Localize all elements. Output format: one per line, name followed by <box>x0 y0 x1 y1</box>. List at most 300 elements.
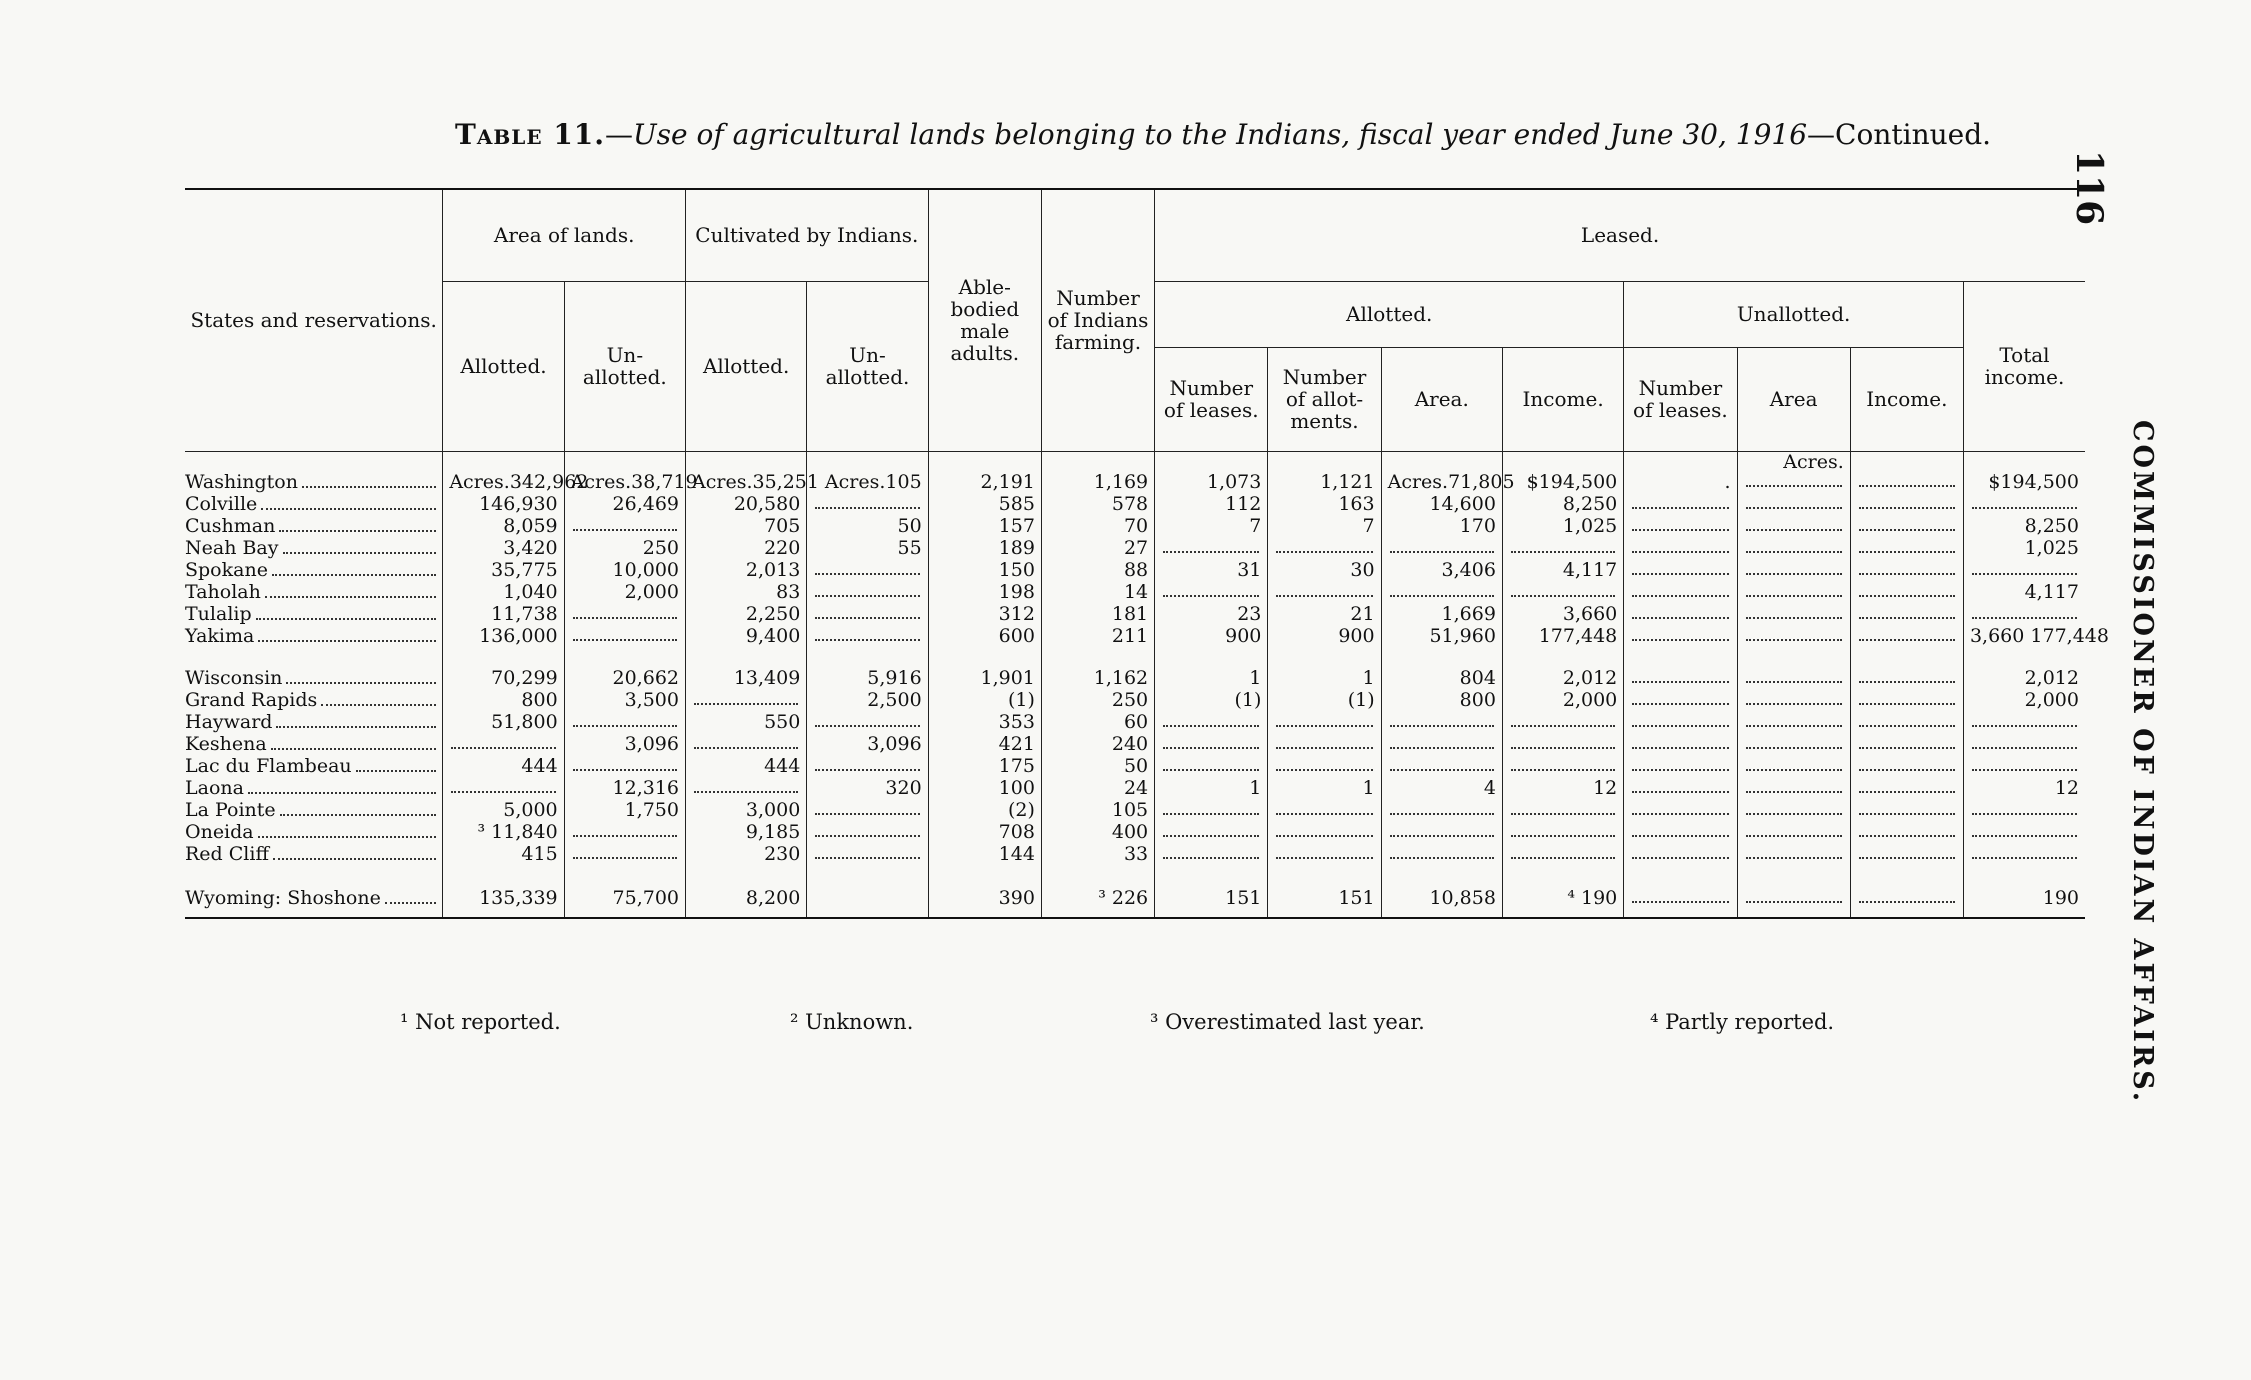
cell-u-area <box>1737 733 1850 755</box>
cell-value: 31 <box>1237 558 1262 581</box>
cell-area-unallotted <box>564 711 685 733</box>
blank-dots <box>1859 539 1955 553</box>
cell-income <box>1502 733 1623 755</box>
blank-dots <box>1511 713 1615 727</box>
blank-dots <box>815 845 919 859</box>
table-row <box>185 689 2085 711</box>
cell-farming <box>1041 537 1154 559</box>
cell-income <box>1502 559 1623 581</box>
cell-u-area <box>1737 799 1850 821</box>
blank-dots <box>1390 823 1494 837</box>
cell-area-allotted <box>443 777 564 799</box>
row-name <box>185 711 443 733</box>
cell-u-leases <box>1624 755 1737 777</box>
blank-dots <box>573 517 677 531</box>
cell-area-allotted <box>443 581 564 603</box>
cell-able <box>928 865 1041 918</box>
cell-cult-allotted <box>686 755 807 777</box>
cell-income <box>1502 493 1623 515</box>
blank-dots <box>1632 713 1728 727</box>
blank-dots <box>1972 495 2077 509</box>
blank-dots <box>1972 823 2077 837</box>
blank-dots <box>1859 517 1955 531</box>
cell-area <box>1381 711 1502 733</box>
cell-value: 14,600 <box>1429 492 1496 515</box>
header-unall-number-of-leases: Number of leases. <box>1624 347 1737 451</box>
blank-dots <box>694 691 798 705</box>
cell-area-allotted <box>443 559 564 581</box>
cell-area <box>1381 689 1502 711</box>
cell-value: 800 <box>521 688 558 711</box>
cell-u-area <box>1737 711 1850 733</box>
cell-value: 2,000 <box>2024 688 2079 711</box>
blank-dots <box>1632 757 1728 771</box>
blank-dots <box>1511 583 1615 597</box>
cell-value: 175 <box>998 754 1035 777</box>
cell-value: 135,339 <box>479 886 558 909</box>
cell-area-unallotted <box>564 777 685 799</box>
cell-leases <box>1155 451 1268 493</box>
cell-value: 2,000 <box>624 580 679 603</box>
cell-area-allotted <box>443 493 564 515</box>
cell-value: 112 <box>1225 492 1262 515</box>
cell-income <box>1502 799 1623 821</box>
cell-farming <box>1041 843 1154 865</box>
leader-dots <box>279 530 436 532</box>
cell-u-income <box>1850 711 1963 733</box>
cell-allotments <box>1268 711 1381 733</box>
cell-value: 5,000 <box>503 798 558 821</box>
cell-leases <box>1155 515 1268 537</box>
row-name-label: Spokane <box>185 558 268 581</box>
blank-dots <box>451 779 555 793</box>
cell-u-area <box>1737 493 1850 515</box>
leader-dots <box>258 640 436 642</box>
cell-total <box>1963 647 2085 689</box>
cell-cult-allotted <box>686 821 807 843</box>
cell-u-income <box>1850 821 1963 843</box>
header-income: Income. <box>1502 347 1623 451</box>
header-cultivated: Cultivated by Indians. <box>686 189 929 281</box>
blank-dots <box>1276 583 1372 597</box>
unit-label: Acres. <box>1387 470 1449 493</box>
blank-dots <box>1276 801 1372 815</box>
cell-income <box>1502 821 1623 843</box>
cell-allotments <box>1268 865 1381 918</box>
cell-u-area <box>1737 537 1850 559</box>
cell-area-unallotted <box>564 733 685 755</box>
cell-allotments <box>1268 581 1381 603</box>
cell-u-area <box>1737 755 1850 777</box>
table-row <box>185 537 2085 559</box>
row-name <box>185 493 443 515</box>
header-area-allotted: Allotted. <box>443 281 564 451</box>
cell-value: 50 <box>1123 754 1149 777</box>
cell-leases <box>1155 537 1268 559</box>
cell-cult-allotted <box>686 711 807 733</box>
cell-value: 100 <box>998 776 1035 799</box>
blank-dots <box>1859 669 1955 683</box>
cell-area <box>1381 821 1502 843</box>
row-name-label: Oneida <box>185 820 254 843</box>
cell-area-unallotted <box>564 843 685 865</box>
blank-dots <box>1632 669 1728 683</box>
cell-value: 1,025 <box>2024 536 2079 559</box>
cell-cult-unallotted <box>807 799 928 821</box>
cell-value: $194,500 <box>1988 470 2079 493</box>
blank-dots <box>1746 605 1842 619</box>
header-cult-unallotted: Un-allotted. <box>807 281 928 451</box>
cell-able <box>928 647 1041 689</box>
cell-allotments <box>1268 625 1381 647</box>
cell-farming <box>1041 515 1154 537</box>
footnote-1: ¹ Not reported. <box>400 1010 561 1034</box>
blank-dots <box>1632 627 1728 641</box>
blank-dots <box>1859 735 1955 749</box>
cell-area-unallotted <box>564 865 685 918</box>
header-number-of-leases: Number of leases. <box>1155 347 1268 451</box>
cell-farming <box>1041 581 1154 603</box>
cell-value: 21 <box>1350 602 1375 625</box>
cell-cult-allotted <box>686 625 807 647</box>
cell-cult-unallotted <box>807 603 928 625</box>
cell-cult-allotted <box>686 647 807 689</box>
cell-area <box>1381 451 1515 493</box>
blank-dots <box>815 801 919 815</box>
cell-allotments <box>1268 799 1381 821</box>
footnote-3: ³ Overestimated last year. <box>1150 1010 1425 1034</box>
cell-leases <box>1155 581 1268 603</box>
cell-value: 35,775 <box>491 558 558 581</box>
cell-value: 35,251 <box>752 470 819 493</box>
blank-dots <box>815 495 919 509</box>
cell-farming <box>1041 865 1154 918</box>
cell-value: . <box>1724 470 1731 493</box>
state-row <box>185 647 2085 689</box>
row-name-label: Wyoming: Shoshone <box>185 886 381 909</box>
cell-value: 14 <box>1123 580 1149 603</box>
row-name-label: Taholah <box>185 580 261 603</box>
blank-dots <box>1632 517 1728 531</box>
cell-value: 12 <box>2054 776 2079 799</box>
unit-label: Acres. <box>449 470 510 493</box>
cell-value: 11,738 <box>491 602 558 625</box>
table-row <box>185 733 2085 755</box>
blank-dots <box>1859 845 1955 859</box>
cell-allotments <box>1268 777 1381 799</box>
cell-value: 181 <box>1111 602 1149 625</box>
cell-u-leases <box>1624 689 1737 711</box>
cell-cult-allotted <box>686 733 807 755</box>
header-leased-unallotted: Unallotted. <box>1624 281 1964 347</box>
leader-dots <box>265 596 436 598</box>
blank-dots <box>1163 539 1259 553</box>
row-name <box>185 559 443 581</box>
cell-area <box>1381 777 1502 799</box>
cell-u-income <box>1850 777 1963 799</box>
cell-cult-allotted <box>686 865 807 918</box>
table-row <box>185 711 2085 733</box>
cell-cult-allotted <box>686 843 807 865</box>
table-row <box>185 799 2085 821</box>
cell-value: 250 <box>642 536 679 559</box>
cell-income <box>1502 625 1623 647</box>
blank-dots <box>1859 627 1955 641</box>
row-name <box>185 689 443 711</box>
header-cult-allotted: Allotted. <box>686 281 807 451</box>
cell-value: 50 <box>897 514 922 537</box>
cell-value: 33 <box>1123 842 1149 865</box>
cell-value: 3,096 <box>867 732 922 755</box>
table-row <box>185 515 2085 537</box>
row-name-label: Hayward <box>185 710 273 733</box>
cell-area-allotted <box>443 733 564 755</box>
cell-farming <box>1041 493 1154 515</box>
cell-value: 24 <box>1123 776 1149 799</box>
cell-value: 444 <box>521 754 558 777</box>
cell-area-unallotted <box>564 755 685 777</box>
cell-value: 7 <box>1362 514 1375 537</box>
blank-dots <box>1746 801 1842 815</box>
cell-u-area <box>1737 647 1850 689</box>
blank-dots <box>1746 627 1842 641</box>
leader-dots <box>280 814 437 816</box>
cell-total <box>1963 843 2085 865</box>
cell-value: 26,469 <box>612 492 679 515</box>
cell-area-unallotted <box>564 515 685 537</box>
cell-area <box>1381 865 1502 918</box>
cell-income <box>1502 755 1623 777</box>
row-name <box>185 625 443 647</box>
cell-value: 10,858 <box>1429 886 1496 909</box>
cell-value: 708 <box>998 820 1035 843</box>
cell-value: 189 <box>998 536 1035 559</box>
blank-dots <box>815 561 919 575</box>
leader-dots <box>276 726 436 728</box>
cell-cult-unallotted <box>807 451 928 493</box>
leader-dots <box>385 902 437 904</box>
blank-dots <box>694 735 798 749</box>
table-row <box>185 603 2085 625</box>
blank-dots <box>573 845 677 859</box>
cell-value: 55 <box>897 536 922 559</box>
cell-value: 1,162 <box>1093 666 1149 689</box>
cell-able <box>928 581 1041 603</box>
cell-value: 8,250 <box>2024 514 2079 537</box>
cell-cult-unallotted <box>807 647 928 689</box>
cell-value: 10,000 <box>612 558 679 581</box>
cell-value: 585 <box>998 492 1035 515</box>
cell-able <box>928 799 1041 821</box>
cell-farming <box>1041 689 1154 711</box>
cell-total <box>1963 865 2085 918</box>
blank-dots <box>815 627 919 641</box>
cell-allotments <box>1268 647 1381 689</box>
footnote-4: ⁴ Partly reported. <box>1650 1010 1835 1034</box>
cell-value: 2,012 <box>2024 666 2079 689</box>
leader-dots <box>283 552 437 554</box>
cell-value: (1) <box>1347 688 1375 711</box>
cell-able <box>928 451 1041 493</box>
cell-value: 3,500 <box>624 688 679 711</box>
cell-cult-allotted <box>686 603 807 625</box>
cell-allotments <box>1268 689 1381 711</box>
blank-dots <box>1859 823 1955 837</box>
cell-income <box>1502 777 1623 799</box>
blank-dots <box>1511 735 1615 749</box>
cell-area-unallotted <box>564 493 685 515</box>
cell-value: 8,200 <box>745 886 801 909</box>
row-name <box>185 451 443 493</box>
cell-cult-allotted <box>686 689 807 711</box>
blank-dots <box>573 605 677 619</box>
title-italic: Use of agricultural lands belonging to the Indians, fiscal year ended June 30, 1916 <box>633 118 1808 151</box>
cell-area-allotted <box>443 451 589 493</box>
cell-able <box>928 537 1041 559</box>
cell-value: 230 <box>764 842 801 865</box>
cell-area-allotted <box>443 689 564 711</box>
table-row <box>185 755 2085 777</box>
blank-dots <box>1859 495 1955 509</box>
cell-cult-unallotted <box>807 493 928 515</box>
header-number-farming: Number of Indians farming. <box>1041 189 1154 451</box>
row-name-label: Neah Bay <box>185 536 279 559</box>
blank-dots <box>1972 561 2077 575</box>
cell-able <box>928 755 1041 777</box>
cell-leases <box>1155 689 1268 711</box>
cell-value: 9,185 <box>745 820 801 843</box>
title-lead: Table 11. <box>455 118 606 151</box>
cell-value: 9,400 <box>745 624 801 647</box>
cell-total <box>1963 493 2085 515</box>
blank-dots <box>1276 757 1372 771</box>
cell-leases <box>1155 865 1268 918</box>
row-name <box>185 777 443 799</box>
header-leased-allotted: Allotted. <box>1155 281 1624 347</box>
cell-leases <box>1155 493 1268 515</box>
cell-u-leases <box>1624 451 1737 493</box>
cell-total <box>1963 821 2085 843</box>
cell-value: 1,169 <box>1093 470 1149 493</box>
cell-able <box>928 843 1041 865</box>
state-row <box>185 451 2085 493</box>
blank-dots <box>1390 757 1494 771</box>
blank-dots <box>815 823 919 837</box>
cell-total <box>1963 581 2085 603</box>
blank-dots <box>1632 561 1728 575</box>
cell-value: 250 <box>1111 688 1149 711</box>
cell-income <box>1502 451 1623 493</box>
cell-area <box>1381 493 1502 515</box>
cell-area <box>1381 755 1502 777</box>
cell-cult-allotted <box>686 451 819 493</box>
cell-u-income <box>1850 755 1963 777</box>
cell-value: (1) <box>1234 688 1262 711</box>
blank-dots <box>1859 561 1955 575</box>
blank-dots <box>1163 823 1259 837</box>
cell-value: 550 <box>764 710 801 733</box>
leader-dots <box>286 682 436 684</box>
title-dash: — <box>605 118 634 151</box>
leader-dots <box>258 836 437 838</box>
cell-able <box>928 515 1041 537</box>
cell-value: 3,420 <box>503 536 558 559</box>
cell-value: 51,960 <box>1429 624 1496 647</box>
cell-value: 800 <box>1459 688 1496 711</box>
cell-value: 88 <box>1123 558 1149 581</box>
cell-value: 3,660 <box>1562 602 1618 625</box>
cell-leases <box>1155 821 1268 843</box>
cell-value: 1 <box>1362 776 1375 799</box>
cell-able <box>928 821 1041 843</box>
blank-dots <box>573 713 677 727</box>
cell-leases <box>1155 603 1268 625</box>
cell-value: 400 <box>1111 820 1149 843</box>
cell-area-unallotted <box>564 689 685 711</box>
cell-value: 1,121 <box>1320 470 1375 493</box>
cell-able <box>928 733 1041 755</box>
cell-value: 415 <box>521 842 558 865</box>
cell-value: 157 <box>998 514 1035 537</box>
cell-u-leases <box>1624 733 1737 755</box>
cell-value: 3,096 <box>624 732 679 755</box>
cell-farming <box>1041 647 1154 689</box>
cell-income <box>1502 711 1623 733</box>
cell-area-unallotted <box>564 625 685 647</box>
cell-farming <box>1041 711 1154 733</box>
cell-allotments <box>1268 843 1381 865</box>
blank-dots <box>1163 583 1259 597</box>
blank-dots <box>1276 713 1372 727</box>
cell-cult-unallotted <box>807 711 928 733</box>
cell-cult-unallotted <box>807 821 928 843</box>
cell-area-unallotted <box>564 581 685 603</box>
cell-value: 900 <box>1225 624 1262 647</box>
cell-area <box>1381 647 1502 689</box>
blank-dots <box>1972 713 2077 727</box>
row-name <box>185 515 443 537</box>
cell-value: 705 <box>764 514 801 537</box>
cell-total <box>1963 755 2085 777</box>
leader-dots <box>271 748 437 750</box>
cell-value: 136,000 <box>479 624 558 647</box>
blank-dots <box>1632 605 1728 619</box>
cell-u-leases <box>1624 625 1737 647</box>
cell-income <box>1502 843 1623 865</box>
blank-dots <box>1390 583 1494 597</box>
cell-value: 4 <box>1483 776 1496 799</box>
cell-value: 211 <box>1111 624 1149 647</box>
blank-dots <box>1632 735 1728 749</box>
cell-cult-unallotted <box>807 689 928 711</box>
cell-cult-unallotted <box>807 843 928 865</box>
blank-dots <box>1746 823 1842 837</box>
cell-u-leases <box>1624 711 1737 733</box>
blank-dots <box>1511 845 1615 859</box>
cell-income <box>1502 515 1623 537</box>
blank-dots <box>1859 691 1955 705</box>
cell-area-unallotted <box>564 537 685 559</box>
title-tail: —Continued. <box>1807 118 1992 151</box>
cell-u-leases <box>1624 603 1737 625</box>
blank-dots <box>1632 539 1728 553</box>
cell-able <box>928 711 1041 733</box>
row-name <box>185 865 443 918</box>
cell-value: 3,660 177,448 <box>1969 624 2109 647</box>
unit-label: Acres. <box>692 470 753 493</box>
cell-value: 198 <box>998 580 1035 603</box>
cell-cult-allotted <box>686 581 807 603</box>
